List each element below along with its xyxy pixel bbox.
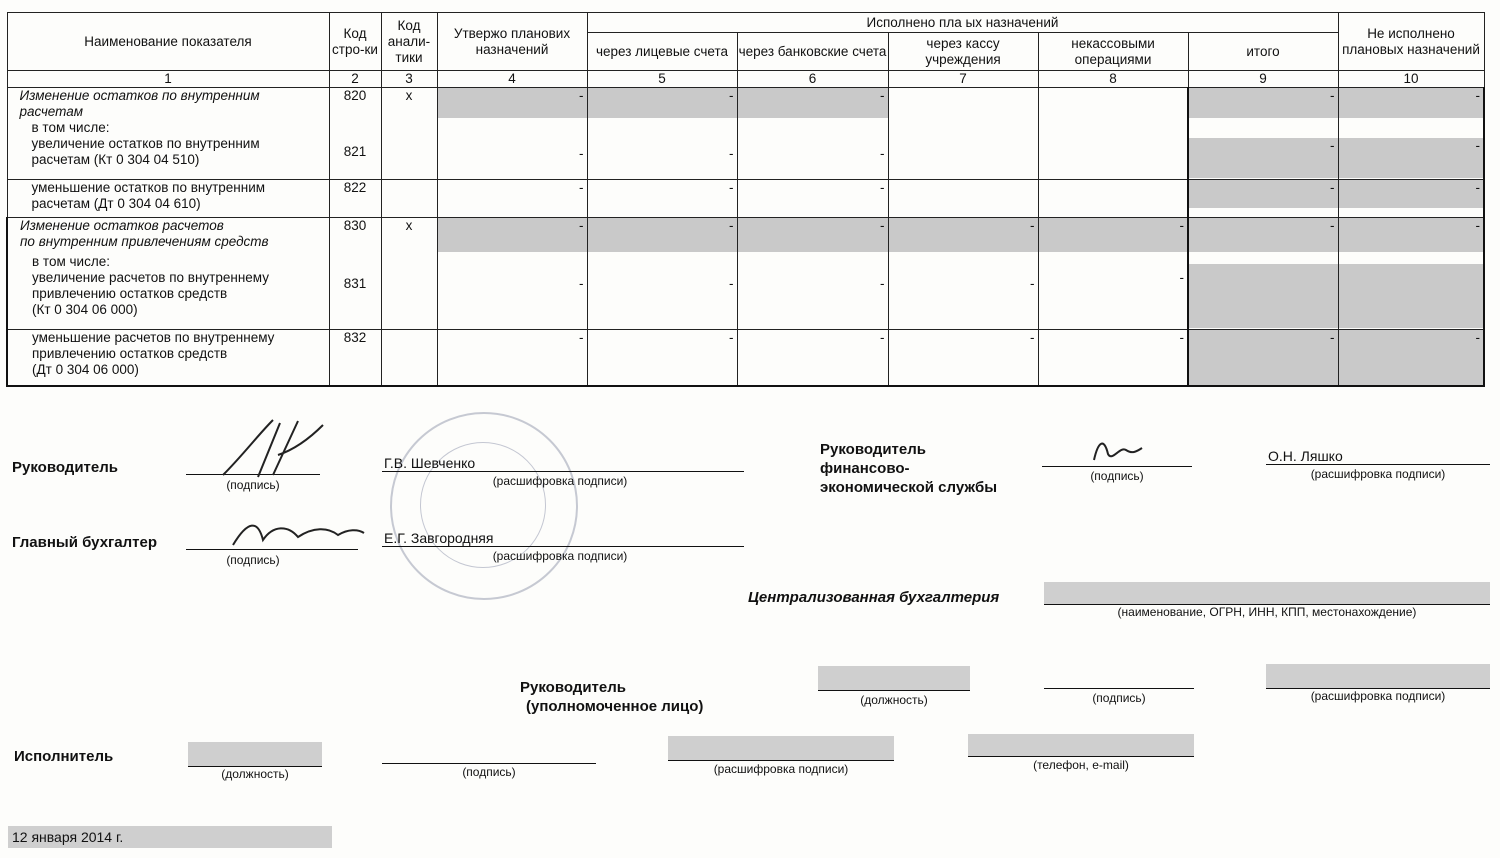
via-cashbox-cell <box>888 88 1038 180</box>
head-signature-caption: (подпись) <box>226 478 280 492</box>
authorized-signature-line <box>1044 688 1194 689</box>
executor-decode-field <box>668 736 894 760</box>
row-name-line: (Дт 0 304 06 000) <box>32 362 139 377</box>
row-analytics <box>381 180 437 218</box>
row-code: 822 <box>329 180 381 218</box>
row-code: 821 <box>343 144 367 159</box>
table-row-830 <box>7 218 1484 330</box>
head-name-line <box>382 471 744 472</box>
via-personal-cell: - <box>587 180 737 218</box>
via-bank-cell: - <box>737 330 888 386</box>
chief-accountant-name: Е.Г. Завгородняя <box>384 530 494 546</box>
authorized-decode-caption: (расшифровка подписи) <box>1310 689 1446 703</box>
via-bank-cell: - - <box>737 218 888 330</box>
row-name-line: расчетам (Кт 0 304 04 510) <box>31 152 200 167</box>
head-decode-caption: (расшифровка подписи) <box>492 474 628 488</box>
row-name-cell <box>7 88 329 180</box>
via-bank-cell: - - <box>737 88 888 180</box>
executor-label: Исполнитель <box>14 748 114 765</box>
authorized-decode-field <box>1266 664 1490 688</box>
executor-position-caption: (должность) <box>221 767 289 781</box>
row-name-line: привлечению остатков средств <box>32 286 228 301</box>
centralized-caption: (наименование, ОГРН, ИНН, КПП, местонахождение) <box>1117 605 1417 619</box>
non-cash-cell <box>1038 88 1188 180</box>
executor-position-field <box>188 742 322 766</box>
row-name-line: Изменение остатков по внутренним <box>19 88 260 103</box>
not-executed-cell: - <box>1338 180 1484 218</box>
row-name-line: в том числе: <box>32 254 110 269</box>
handwritten-signature-head <box>218 415 328 485</box>
col-number-4: 4 <box>437 71 587 88</box>
fin-head-name: О.Н. Ляшко <box>1268 448 1343 464</box>
head-label: Руководитель <box>12 459 118 476</box>
header-code-row: Код стро-ки <box>329 13 381 71</box>
row-name-line: Изменение остатков расчетов <box>20 218 224 233</box>
row-name-line: увеличение расчетов по внутреннему <box>32 270 269 285</box>
total-cell: - <box>1188 180 1338 218</box>
row-code: 820 <box>343 88 367 103</box>
header-executed-group: Исполнено пла ых назначений <box>587 13 1338 33</box>
col-number-8: 8 <box>1038 71 1188 88</box>
row-analytics-cell <box>381 218 437 330</box>
authorized-position-field <box>818 666 970 690</box>
authorized-signature-caption: (подпись) <box>1092 691 1146 705</box>
non-cash-cell <box>1038 180 1188 218</box>
header-via-personal: через лицевые счета <box>587 33 737 71</box>
authorized-label: Руководитель (уполномоченное лицо) <box>520 679 704 715</box>
col-number-6: 6 <box>737 71 888 88</box>
row-name-line: расчетам <box>19 104 84 119</box>
non-cash-cell: - <box>1038 330 1188 386</box>
table-row-832 <box>7 330 1484 386</box>
table-row-820 <box>7 88 1484 180</box>
row-name-line: расчетам (Дт 0 304 04 610) <box>31 196 201 211</box>
col-number-2: 2 <box>329 71 381 88</box>
via-cashbox-cell: - - <box>888 218 1038 330</box>
table-row-822 <box>7 180 1484 218</box>
row-name-line: в том числе: <box>31 120 110 135</box>
executor-signature-caption: (подпись) <box>462 765 516 779</box>
row-analytics <box>381 330 437 386</box>
row-name-cell <box>7 218 329 330</box>
chief-decode-caption: (расшифровка подписи) <box>492 549 628 563</box>
row-code: 831 <box>343 276 367 291</box>
header-via-bank: через банковские счета <box>737 33 888 71</box>
handwritten-signature-fin-head <box>1086 432 1146 468</box>
handwritten-signature-chief <box>228 515 368 555</box>
executor-phone-caption: (телефон, e-mail) <box>1033 758 1129 772</box>
authorized-position-caption: (должность) <box>860 693 928 707</box>
header-total: итого <box>1188 33 1338 71</box>
col-number-9: 9 <box>1188 71 1338 88</box>
fin-head-label: Руководитель финансово- экономической службы <box>820 441 998 496</box>
chief-signature-caption: (подпись) <box>226 553 280 567</box>
fin-head-signature-caption: (подпись) <box>1090 469 1144 483</box>
row-code-cell <box>329 218 381 330</box>
via-personal-cell: - <box>587 330 737 386</box>
row-name-line: уменьшение расчетов по внутреннему <box>32 330 275 345</box>
report-date: 12 января 2014 г. <box>12 829 124 845</box>
executor-signature-line <box>382 763 596 764</box>
row-analytics: x <box>405 218 413 233</box>
not-executed-cell: - <box>1338 330 1484 386</box>
header-approved: Утвержо планових назначений <box>437 13 587 71</box>
not-executed-cell: - - <box>1338 88 1484 180</box>
via-cashbox-cell <box>888 180 1038 218</box>
total-cell: - <box>1188 330 1338 386</box>
non-cash-cell: - - <box>1038 218 1188 330</box>
approved-cell: - <box>437 330 587 386</box>
via-bank-cell: - <box>737 180 888 218</box>
not-executed-cell: - <box>1338 218 1484 330</box>
executor-decode-line <box>668 760 894 761</box>
executor-phone-field <box>968 734 1194 756</box>
col-number-5: 5 <box>587 71 737 88</box>
row-name-cell <box>7 180 329 218</box>
row-code-cell <box>329 88 381 180</box>
row-code: 832 <box>329 330 381 386</box>
fin-head-decode-caption: (расшифровка подписи) <box>1310 467 1446 481</box>
fin-head-name-line <box>1266 464 1490 465</box>
executor-decode-caption: (расшифровка подписи) <box>713 762 849 776</box>
approved-cell: - - <box>437 88 587 180</box>
row-name-cell <box>7 330 329 386</box>
header-via-cashbox: через кассу учреждения <box>888 33 1038 71</box>
row-name-line: привлечению остатков средств <box>32 346 228 361</box>
header-code-analytics: Код анали-тики <box>381 13 437 71</box>
header-name: Наименование показателя <box>7 13 329 71</box>
report-table <box>6 12 1485 387</box>
via-personal-cell: - - <box>587 218 737 330</box>
centralized-label: Централизованная бухгалтерия <box>748 589 1000 606</box>
head-name: Г.В. Шевченко <box>384 455 476 471</box>
col-number-1: 1 <box>7 71 329 88</box>
total-cell: - <box>1188 218 1338 330</box>
row-code: 830 <box>343 218 367 233</box>
via-cashbox-cell: - <box>888 330 1038 386</box>
approved-cell: - - <box>437 218 587 330</box>
row-name-line: уменьшение остатков по внутренним <box>31 180 266 195</box>
authorized-position-line <box>818 690 970 691</box>
row-name-line: увеличение остатков по внутренним <box>31 136 260 151</box>
row-name-line: (Кт 0 304 06 000) <box>32 302 138 317</box>
col-number-10: 10 <box>1338 71 1484 88</box>
chief-accountant-label: Главный бухгалтер <box>12 534 158 551</box>
executor-phone-line <box>968 756 1194 757</box>
row-analytics-cell <box>381 88 437 180</box>
chief-name-line <box>382 546 744 547</box>
centralized-info-field <box>1044 582 1490 604</box>
via-personal-cell: - - <box>587 88 737 180</box>
row-analytics: x <box>405 88 413 103</box>
approved-cell: - <box>437 180 587 218</box>
total-cell: - - <box>1188 88 1338 180</box>
col-number-7: 7 <box>888 71 1038 88</box>
row-name-line: по внутренним привлечениям средств <box>20 234 269 249</box>
header-not-executed: Не исполнено плановых назначений <box>1338 13 1484 71</box>
col-number-3: 3 <box>381 71 437 88</box>
header-non-cash: некассовыми операциями <box>1038 33 1188 71</box>
